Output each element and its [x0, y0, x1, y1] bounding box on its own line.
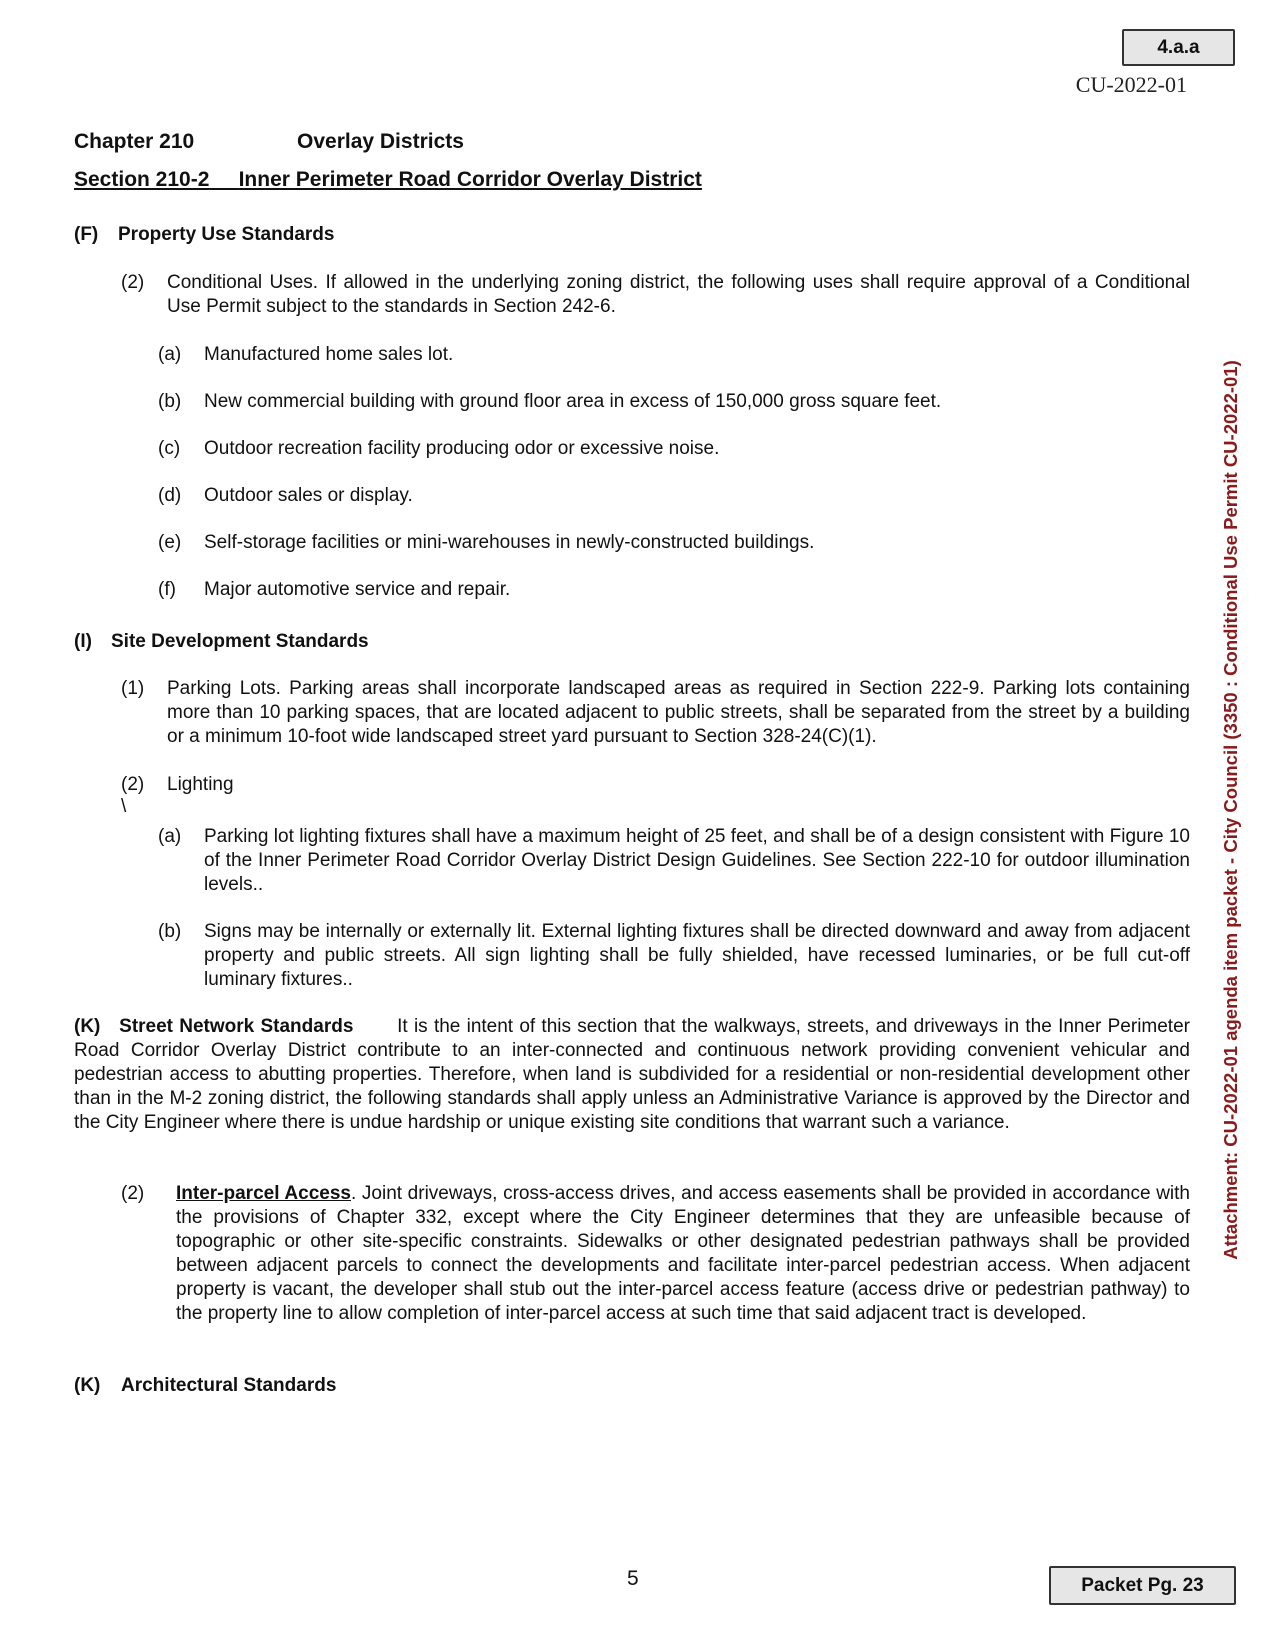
stray-backslash: \: [121, 796, 127, 817]
lighting-a-label: (a): [158, 826, 182, 847]
section-k2-label: (K): [74, 1375, 101, 1396]
k1-item-2-text: . Joint driveways, cross-access drives, and access easements shall be provided in accordance with the provisions of Chapter 332, except where the City Engineer determines that they are unfeasible because of topographic or other site-specific constraints. Sidewalks or other designated pedestrian pathways shall be provided between adjacent parcels to connect the developments and facilitate inter-parcel pedestrian access. When adjacent property is vacant, the developer shall stub out the inter-parcel access feature (access drive or pedestrian pathway) to the property line to allow completion of inter-parcel access at such time that said adjacent tract is developed.: [176, 1183, 1191, 1324]
f-subitem-f-label: (f): [158, 579, 176, 600]
section-title: Inner Perimeter Road Corridor Overlay District: [238, 168, 702, 191]
section-number: Section 210-2: [74, 168, 210, 191]
section-k1-label: (K): [74, 1016, 101, 1037]
i-item-2-text: Lighting: [167, 774, 234, 795]
section-i-heading: Site Development Standards: [111, 631, 369, 652]
section-k1-text: It is the intent of this section that the walkways, streets, and driveways in the Inner Perimeter Road Corridor Overlay District contribute to an inter-connected and continuous network providing convenient vehicular and pedestrian access to abutting properties. Therefore, when land is subdivided for a residential or non-residential development other than in the M-2 zoning district, the following standards shall apply unless an Administrative Variance is approved by the Director and the City Engineer where there is undue hardship or unique existing site conditions that warrant such a variance.: [74, 1016, 1190, 1133]
f-subitem-d-label: (d): [158, 485, 182, 506]
i-item-1-label: (1): [121, 678, 145, 699]
k1-item-2-label: (2): [121, 1183, 145, 1204]
section-k2-heading: Architectural Standards: [121, 1375, 337, 1396]
i-item-2-label: (2): [121, 774, 145, 795]
section-f-heading: Property Use Standards: [118, 224, 335, 245]
f-subitem-c-label: (c): [158, 438, 181, 459]
section-k-street-network: [74, 1015, 1190, 1135]
f-item-2-label: (2): [121, 272, 145, 293]
section-heading: [74, 168, 702, 192]
page-badge: 4.a.a: [1122, 29, 1235, 66]
f-subitem-d-text: Outdoor sales or display.: [204, 485, 413, 506]
attachment-sidebar: Attachment: CU-2022-01 agenda item packet - City Council (3350 : Conditional Use Permit CU-2022-01): [1220, 360, 1241, 1260]
page-number: 5: [627, 1567, 639, 1590]
lighting-a-text: Parking lot lighting fixtures shall have a maximum height of 25 feet, and shall be of a design consistent with Figure 10 of the Inner Perimeter Road Corridor Overlay District Design Guidelines. See Section 222-10 for outdoor illumination levels..: [204, 826, 1190, 895]
f-subitem-f-text: Major automotive service and repair.: [204, 579, 511, 600]
f-subitem-b-text: New commercial building with ground floor area in excess of 150,000 gross square feet.: [204, 391, 942, 412]
f-subitem-a-text: Manufactured home sales lot.: [204, 344, 454, 365]
f-subitem-c-text: Outdoor recreation facility producing odor or excessive noise.: [204, 438, 720, 459]
f-subitem-e-text: Self-storage facilities or mini-warehouses in newly-constructed buildings.: [204, 532, 815, 553]
document-id: CU-2022-01: [1075, 72, 1187, 97]
lighting-b-label: (b): [158, 921, 182, 942]
section-f-label: (F): [74, 224, 99, 245]
chapter-number: Chapter 210: [74, 130, 195, 153]
f-subitem-b-label: (b): [158, 391, 182, 412]
packet-page-badge: Packet Pg. 23: [1049, 1566, 1236, 1605]
f-subitem-a-label: (a): [158, 344, 182, 365]
section-i-label: (I): [74, 631, 92, 652]
lighting-b-text: Signs may be internally or externally lit. External lighting fixtures shall be directed downward and away from adjacent property and public streets. All sign lighting shall be fully shielded, have recessed luminaries, or be full cut-off luminary fixtures..: [204, 921, 1190, 990]
k1-item-2-paragraph: [176, 1182, 1190, 1326]
f-subitem-e-label: (e): [158, 532, 182, 553]
f-item-2-text: Conditional Uses. If allowed in the underlying zoning district, the following uses shall require approval of a Conditional Use Permit subject to the standards in Section 242-6.: [167, 272, 1190, 317]
chapter-title: Overlay Districts: [297, 130, 464, 153]
k1-item-2-title: Inter-parcel Access: [176, 1183, 351, 1204]
i-item-1-text: Parking Lots. Parking areas shall incorporate landscaped areas as required in Section 222-9. Parking lots containing more than 10 parking spaces, that are located adjacent to public streets, shall be separated from the street by a building or a minimum 10-foot wide landscaped street yard pursuant to Section 328-24(C)(1).: [167, 678, 1190, 747]
section-k1-heading: Street Network Standards: [119, 1016, 354, 1037]
